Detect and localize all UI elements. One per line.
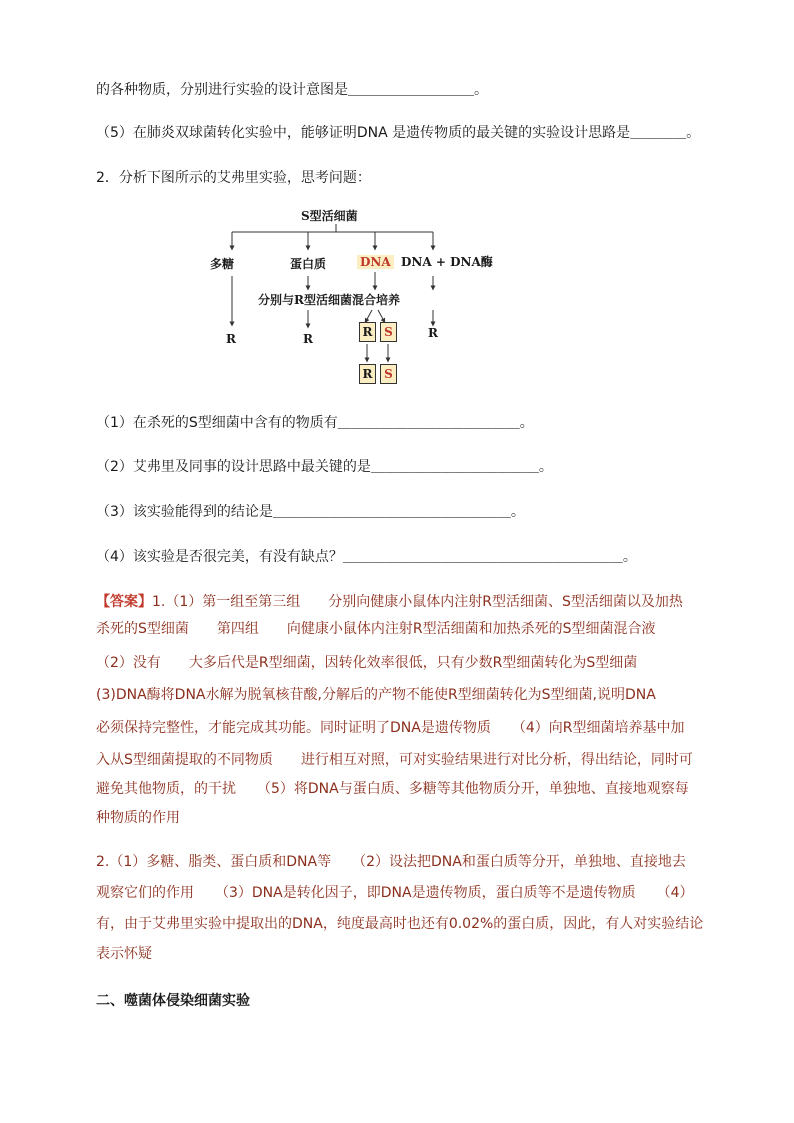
avery-experiment-diagram [200, 204, 493, 394]
question-4: （4）该实验是否很完美，有没有缺点？＿＿＿＿＿＿＿＿＿＿＿＿＿＿＿＿＿＿＿＿。 [96, 549, 637, 565]
mix-culture-label: 分别与R型活细菌混合培养 [258, 293, 400, 307]
result-s-box: S [380, 364, 397, 384]
result-s-box: S [380, 322, 397, 342]
result-r: R [226, 332, 236, 346]
branch-dna: DNA [357, 255, 394, 269]
question-text: （5）在肺炎双球菌转化实验中，能够证明DNA 是遗传物质的最关键的实验设计思路是＿＿＿＿。 [96, 125, 701, 141]
result-r-box: R [359, 322, 376, 342]
answer-line: 杀死的S型细菌 第四组 向健康小鼠体内注射R型活细菌和加热杀死的S型细菌混合液 [96, 621, 656, 637]
branch-dna-dnase: DNA + DNA酶 [401, 255, 493, 269]
branch-protein: 蛋白质 [290, 257, 327, 271]
question-3: （3）该实验能得到的结论是＿＿＿＿＿＿＿＿＿＿＿＿＿＿＿＿＿。 [96, 504, 525, 520]
question-text: 的各种物质，分别进行实验的设计意图是＿＿＿＿＿＿＿＿＿。 [96, 82, 488, 98]
answer-line: 【答案】1.（1）第一组至第三组 分别向健康小鼠体内注射R型活细菌、S型活细菌以及加热 [96, 594, 683, 610]
answer-line: 种物质的作用 [96, 810, 180, 826]
answer-line: 必须保持完整性，才能完成其功能。同时证明了DNA是遗传物质 （4）向R型细菌培养基中加 [96, 720, 685, 736]
answer-line: 入从S型细菌提取的不同物质 进行相互对照，可对实验结果进行对比分析，得出结论，同时可 [96, 752, 693, 768]
diagram-top-label: S型活细菌 [301, 209, 358, 223]
question-1: （1）在杀死的S型细菌中含有的物质有＿＿＿＿＿＿＿＿＿＿＿＿＿。 [96, 415, 534, 431]
question-2: （2）艾弗里及同事的设计思路中最关键的是＿＿＿＿＿＿＿＿＿＿＿＿。 [96, 459, 553, 475]
answer-line: 表示怀疑 [96, 946, 152, 962]
answer-line: 2.（1）多糖、脂类、蛋白质和DNA等 （2）设法把DNA和蛋白质等分开，单独地、直接地去 [96, 854, 686, 870]
answer-line: 有，由于艾弗里实验中提取出的DNA，纯度最高时也还有0.02%的蛋白质，因此，有人对实验结论 [96, 916, 704, 932]
answer-tag: 【答案】 [96, 594, 152, 610]
result-r: R [303, 332, 313, 346]
section-heading: 二、噬菌体侵染细菌实验 [96, 993, 250, 1009]
answer-line: 避免其他物质，的干扰 （5）将DNA与蛋白质、多糖等其他物质分开，单独地、直接地观察每 [96, 781, 689, 797]
question-text: 2．分析下图所示的艾弗里实验，思考问题： [96, 170, 371, 186]
result-r: R [428, 326, 438, 340]
answer-line: （2）没有 大多后代是R型细菌，因转化效率很低，只有少数R型细菌转化为S型细菌 [96, 655, 638, 671]
result-r-box: R [359, 364, 376, 384]
answer-line: (3)DNA酶将DNA水解为脱氧核苷酸,分解后的产物不能使R型细菌转化为S型细菌,说明DNA [96, 687, 656, 703]
answer-line: 观察它们的作用 （3）DNA是转化因子，即DNA是遗传物质，蛋白质等不是遗传物质 （4） [96, 885, 694, 901]
branch-polysaccharide: 多糖 [210, 257, 235, 271]
